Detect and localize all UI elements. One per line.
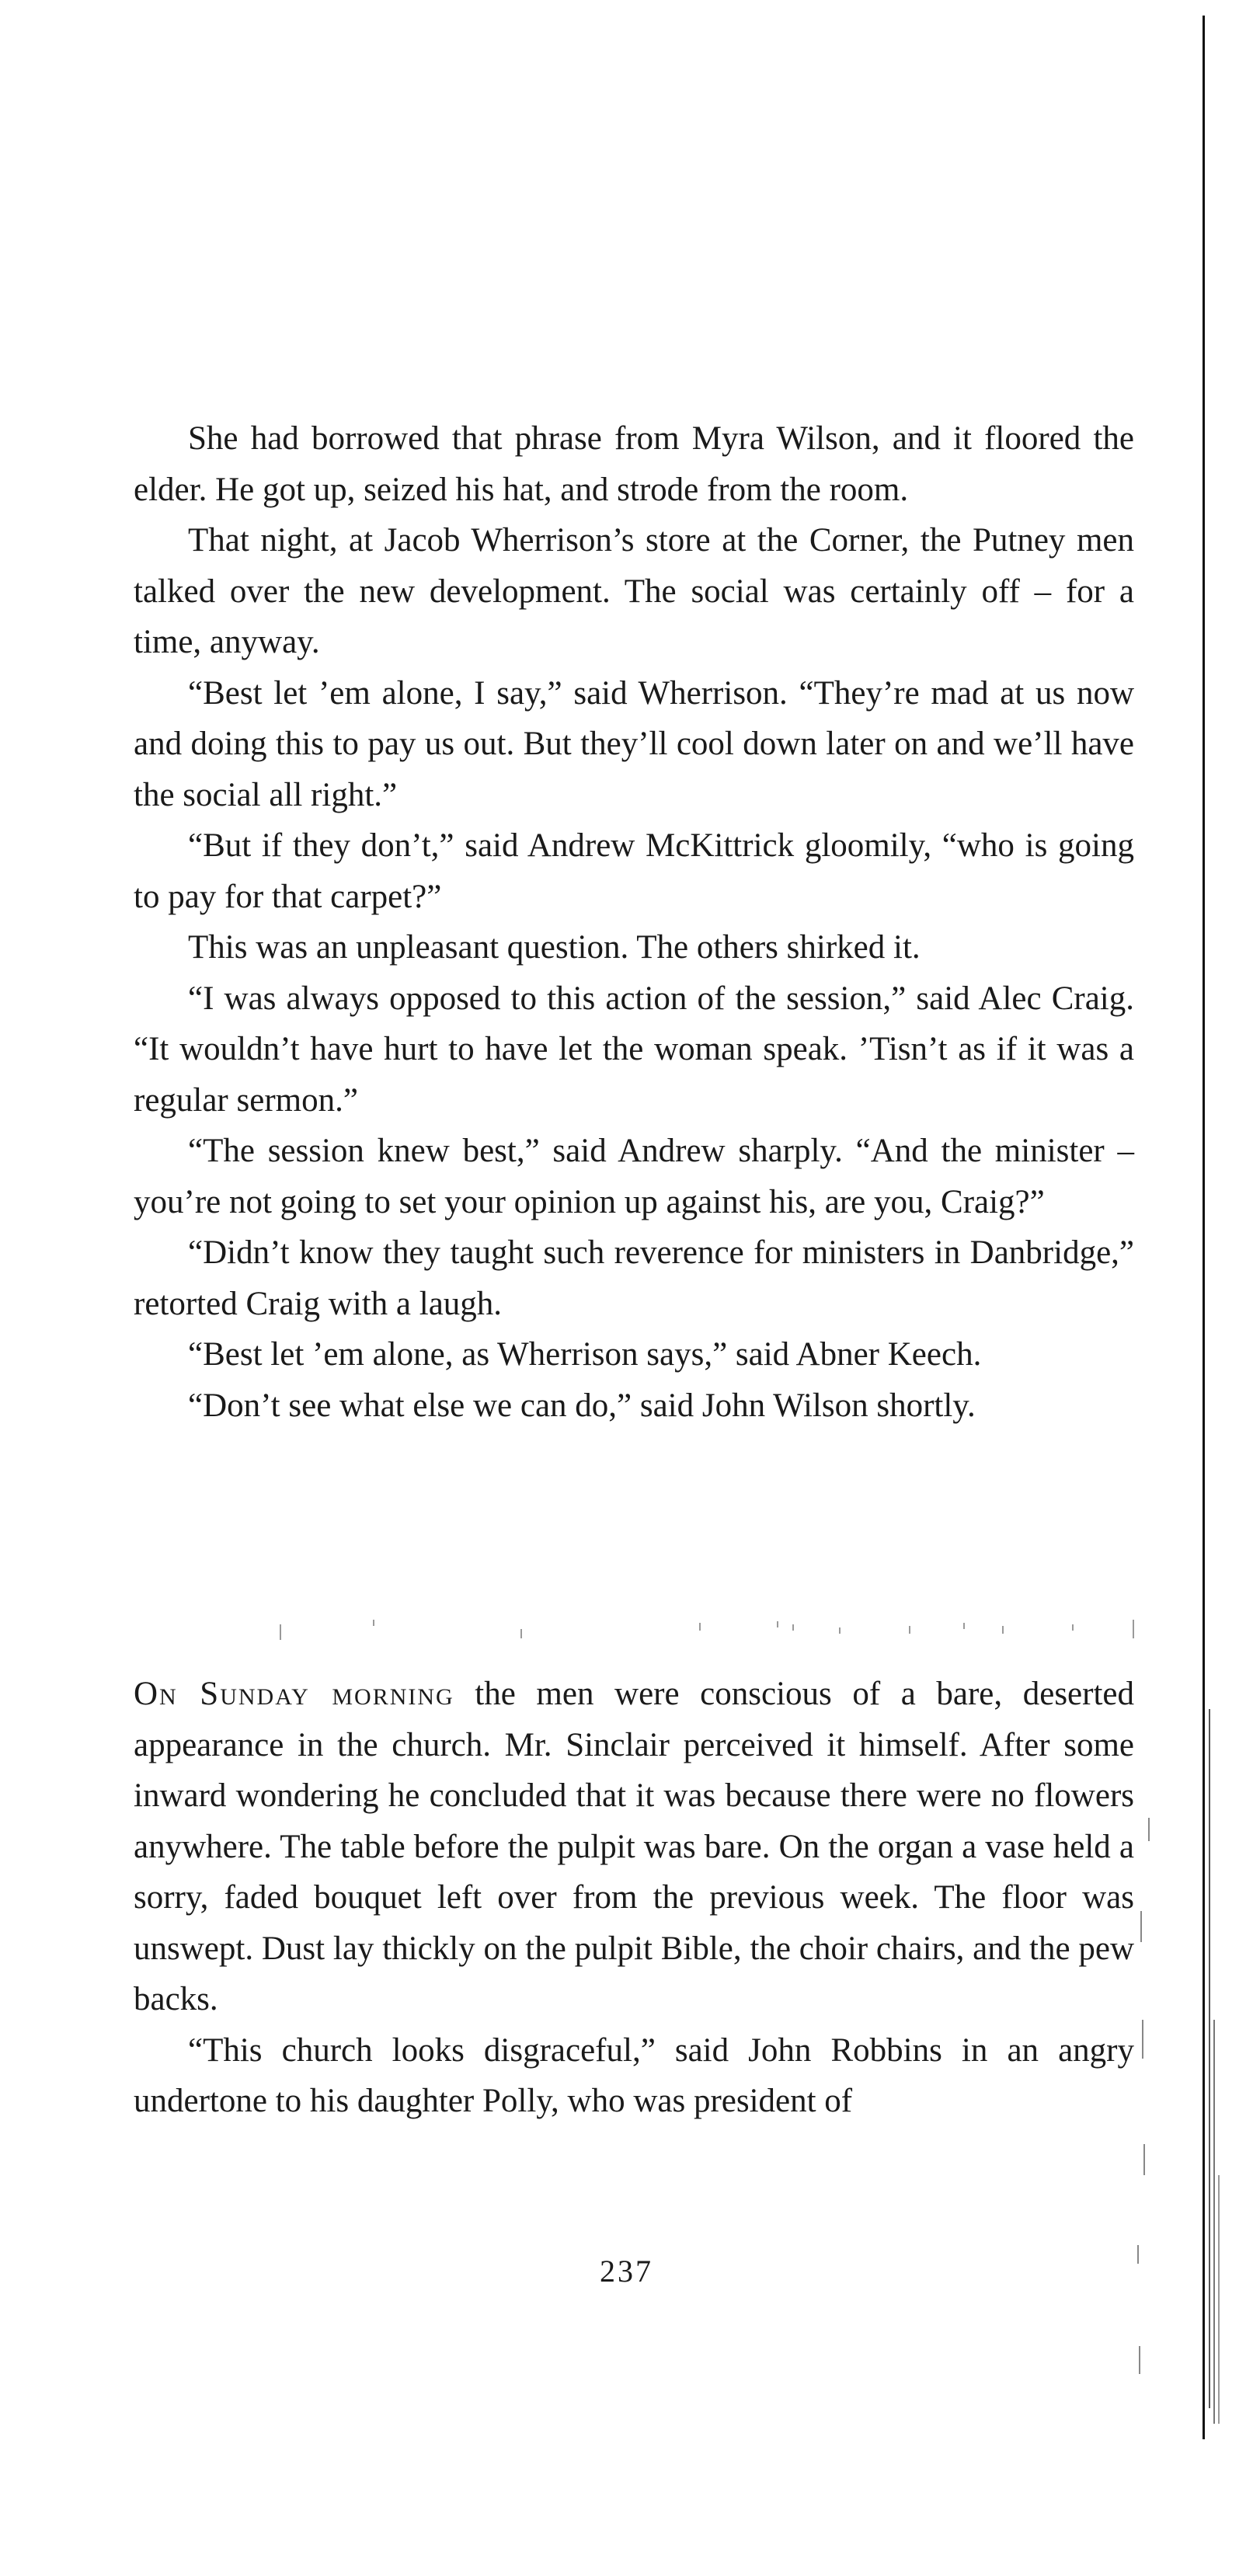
paragraph: “The session knew best,” said Andrew sharply. “And the minister – you’re not going to set your opinion up against his, are you, Craig?” [134, 1133, 1134, 1220]
lower-text-block [134, 1669, 1134, 2127]
paragraph: “I was always opposed to this action of the session,” said Alec Craig. “It wouldn’t have hurt to have let the woman speak. ’Tisn’t as if it was a regular sermon.” [134, 980, 1134, 1119]
paragraph: This was an unpleasant question. The others shirked it. [188, 929, 921, 966]
section-opening-paragraph [134, 1669, 1134, 2025]
paragraph: “Didn’t know they taught such reverence for ministers in Danbridge,” retorted Craig with a laugh. [134, 1234, 1134, 1322]
section-opening-smallcaps: On Sunday morning [134, 1676, 454, 1712]
paragraph: She had borrowed that phrase from Myra Wilson, and it floored the elder. He got up, seized his hat, and strode from the room. [134, 420, 1134, 508]
paragraph: “Don’t see what else we can do,” said John Wilson shortly. [188, 1387, 976, 1424]
paragraph: “This church looks disgraceful,” said John Robbins in an angry undertone to his daughter Polly, who was president of [134, 2031, 1134, 2119]
paragraph: “Best let ’em alone, as Wherrison says,” said Abner Keech. [188, 1336, 982, 1373]
paragraph: That night, at Jacob Wherrison’s store at the Corner, the Putney men talked over the new development. The social was certainly off – for a time, anyway. [134, 522, 1134, 660]
section-break [280, 1620, 1134, 1643]
upper-text-block [134, 413, 1134, 1431]
page-edge-shadow [1195, 0, 1253, 2576]
paragraph: “Best let ’em alone, I say,” said Wherrison. “They’re mad at us now and doing this to pay us out. But they’ll cool down later on and we’ll have the social all right.” [134, 674, 1134, 813]
section-opening-text: the men were conscious of a bare, deserted appearance in the church. Mr. Sinclair perceived it himself. After some inward wondering he concluded that it was because there were no flowers anywhere. The table before the pulpit was bare. On the organ a vase held a sorry, faded bouquet left over from the previous week. The floor was unswept. Dust lay thickly on the pulpit Bible, the choir chairs, and the pew backs. [134, 1676, 1134, 2017]
page-number: 237 [600, 2254, 653, 2289]
paragraph: “But if they don’t,” said Andrew McKittrick gloomily, “who is going to pay for that carpet?” [134, 827, 1134, 915]
